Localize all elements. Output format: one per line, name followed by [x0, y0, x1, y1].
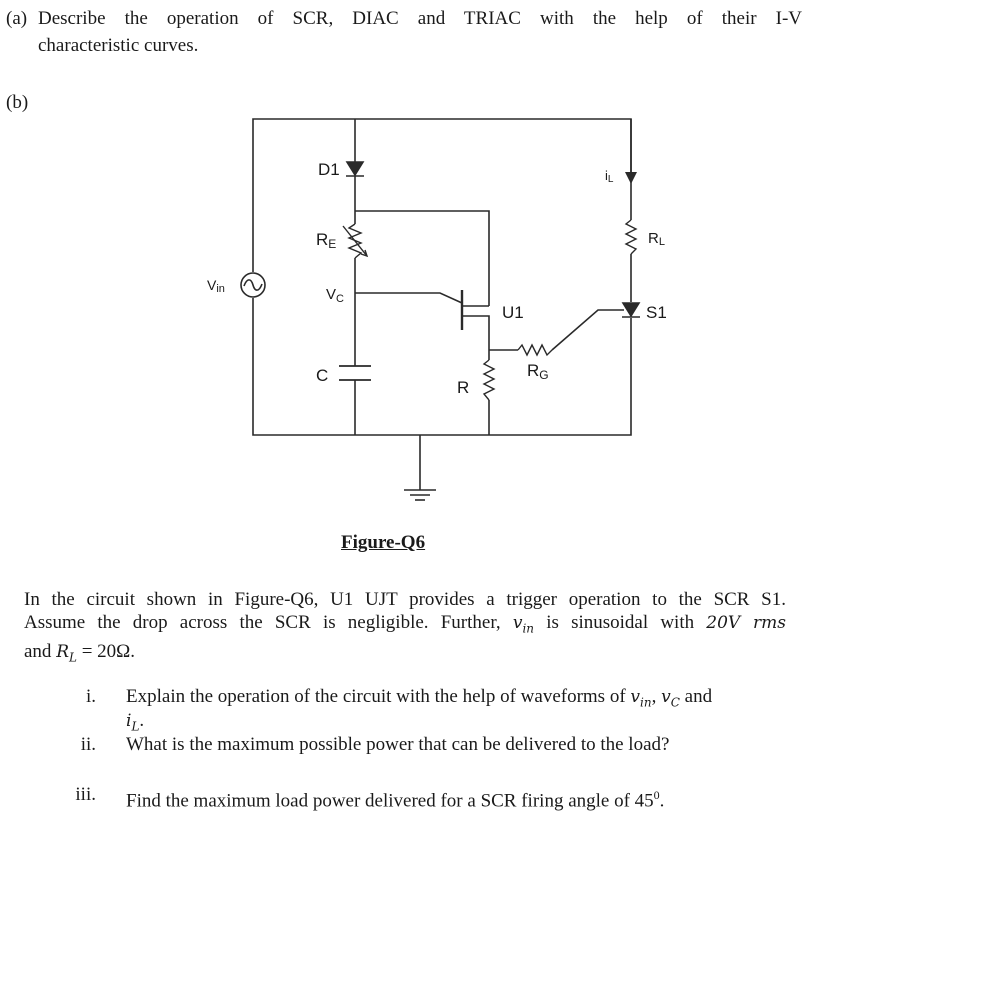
question-2-text: What is the maximum possible power that can be delivered to the load?	[126, 734, 670, 755]
label-re: RE	[316, 230, 337, 251]
label-rg: RG	[527, 361, 549, 382]
label-il: iL	[605, 168, 614, 185]
paragraph-line-2: Assume the drop across the SCR is negligible. Further, $v_{in}$ is sinusoidal with 20V rms	[24, 612, 786, 636]
figure-caption: Figure-Q6	[341, 532, 426, 553]
label-d1: D1	[318, 160, 340, 179]
var-rl: $R_L$	[56, 642, 77, 665]
label-u1: U1	[502, 303, 524, 322]
label-vin: Vin	[207, 277, 225, 295]
question-3-number: iii.	[75, 784, 96, 805]
var-vin: $v_{in}$	[512, 613, 535, 636]
wire-emitter	[355, 293, 462, 303]
current-il-arrow	[625, 172, 637, 184]
label-c: C	[316, 366, 329, 385]
variable-resistor-re-symbol	[343, 224, 367, 258]
part-a-line1-text: Describe the operation of SCR, DIAC and TRIAC with the help of their I-V	[38, 8, 802, 29]
part-a-question-line2: characteristic curves.	[38, 35, 199, 56]
part-b-label: (b)	[6, 92, 29, 113]
ujt-b1-lead	[462, 316, 489, 360]
question-1-text-wrap: $i_L$.	[126, 710, 145, 734]
capacitor-c-symbol	[339, 366, 371, 380]
diode-d1-symbol	[346, 162, 364, 176]
label-s1: S1	[646, 303, 667, 322]
question-3-text: Find the maximum load power delivered for a SCR firing angle of $45^0$.	[126, 788, 665, 812]
question-2-number: ii.	[80, 734, 96, 755]
paragraph-line-3: and $R_L = 20\Omega$.	[24, 641, 136, 665]
question-1-number: i.	[85, 686, 96, 707]
paragraph-line-1: In the circuit shown in Figure-Q6, U1 UJT provides a trigger operation to the SCR S1.	[24, 589, 786, 610]
value-20v-rms: 20V rms	[706, 613, 786, 633]
label-r: R	[457, 378, 470, 397]
question-1-text: Explain the operation of the circuit with the help of waveforms of $v_{in}$, $v_C$ and	[126, 686, 713, 710]
outer-wire-loop	[253, 119, 631, 435]
label-rl: RL	[648, 230, 665, 248]
resistor-rg-symbol	[518, 345, 552, 355]
wire-rg-to-gate	[552, 310, 624, 350]
wire-b2-feed	[355, 211, 489, 306]
label-vc: $V_C$	[326, 286, 344, 305]
part-a-label: (a)	[6, 8, 28, 29]
problem-paragraph	[24, 588, 786, 670]
